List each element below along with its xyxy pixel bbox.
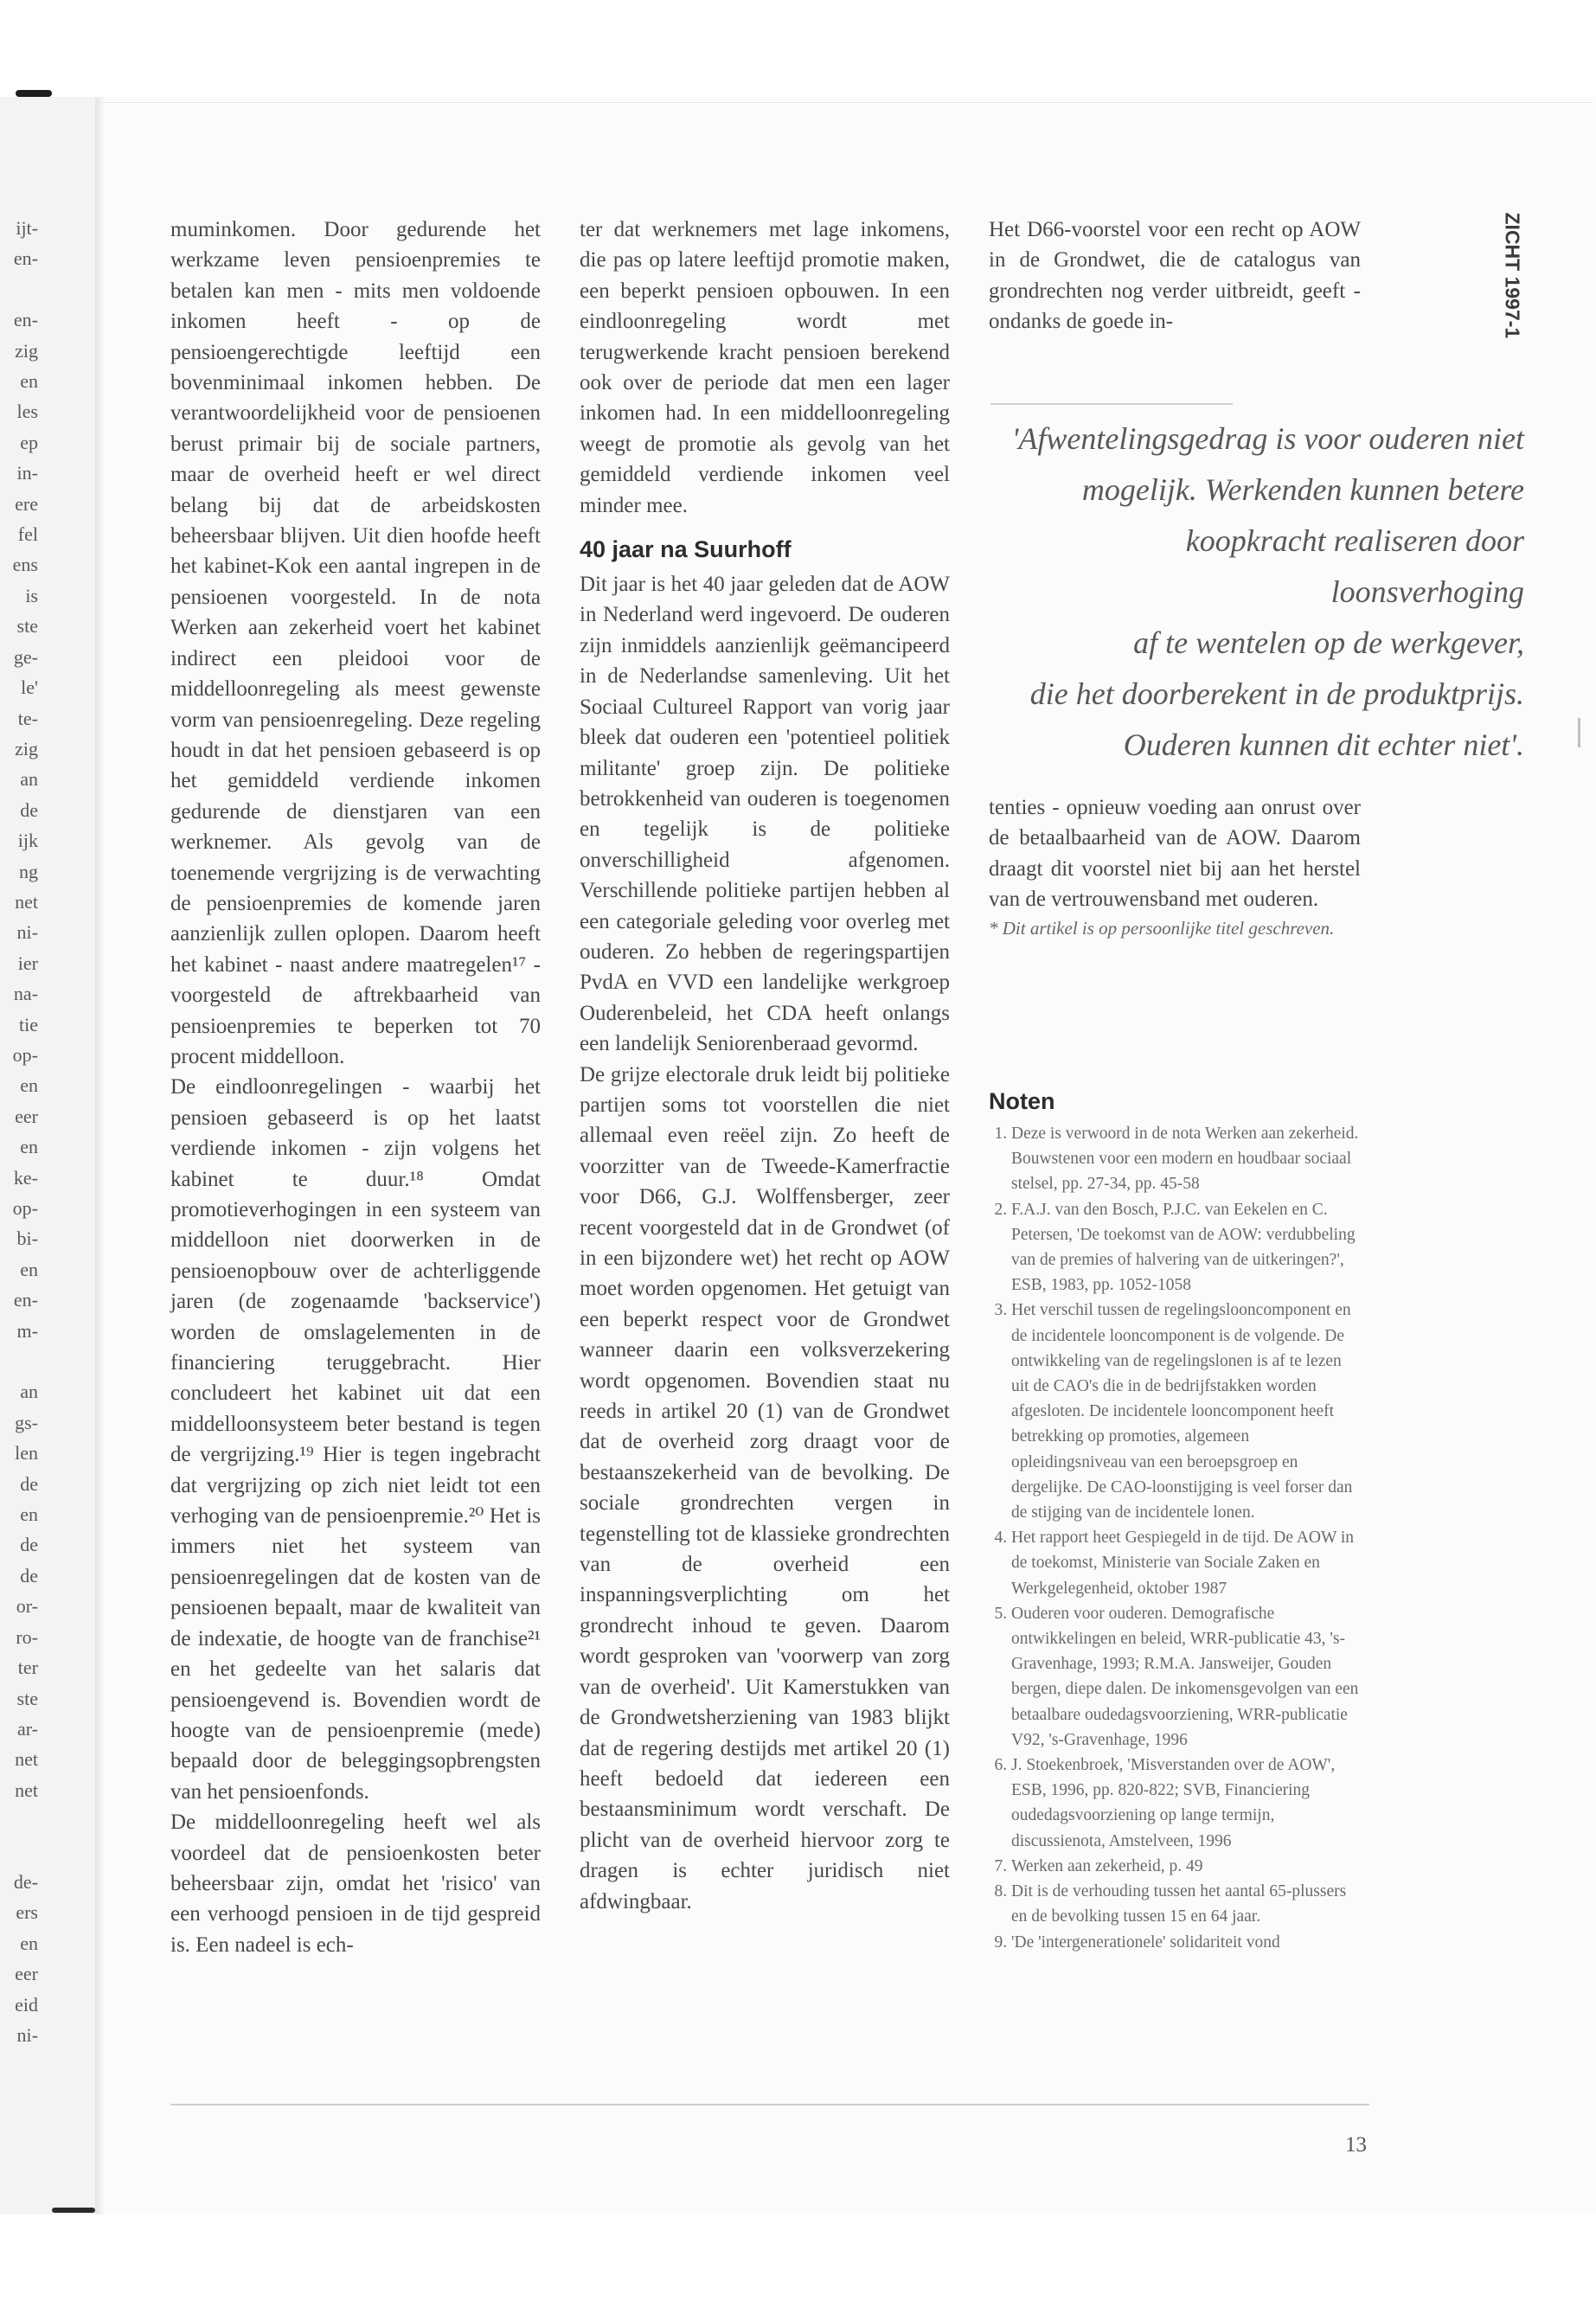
note-item: 5. Ouderen voor ouderen. Demografische ontwikkelingen en beleid, WRR-publicatie 43, 's-Gravenhage, 1993; R.M.A. Jansweijer, Gouden bergen, diepe dalen. De inkomensgevolgen van een betaalbare oudedagsvoorziening, WRR-publicatie V92, 's-Gravenhage, 1996 (1011, 1601, 1361, 1753)
scan-top-margin (0, 0, 1596, 97)
pull-quote-rule (990, 403, 1233, 405)
column2-paragraph: Dit jaar is het 40 jaar geleden dat de AOW in Nederland werd ingevoerd. De ouderen zijn inmiddels aanzienlijk geëmancipeerd in de Nederlandse samenleving. Uit het Sociaal Cultureel Rapport van vorig jaar bleek dat ouderen een 'potentieel politiek militante' groep zijn. De politieke betrokkenheid van ouderen is toegenomen en tegelijk is de politieke onverschilligheid afgenomen. Verschillende politieke partijen hebben al een categoriale geleding voor overleg met ouderen. Zo hebben de regeringspartijen PvdA en VVD een landelijke werkgroep Ouderenbeleid, het CDA heeft onlangs een landelijk Seniorenberaad gevormd. (580, 573, 950, 1056)
column1-paragraph: muminkomen. Door gedurende het werkzame leven pensioenpremies te betalen kan men - mits men voldoende inkomen heeft - op de pensioengerechtigde leeftijd een bovenminimaal inkomen hebben. De verantwoordelijkheid voor de pensioenen berust primair bij de sociale partners, maar de overheid heeft er wel direct belang bij dat de arbeidskosten beheersbaar blijven. Uit dien hoofde heeft het kabinet-Kok een aantal ingrepen in de pensioenen voorgesteld. In de nota Werken aan zekerheid voert het kabinet indirect een pleidooi voor de middelloonregeling als meest gewenste vorm van pensioenregeling. Deze regeling houdt in dat het pensioen gebaseerd is op het gemiddeld verdiende inkomen gedurende de dienstjaren van een werknemer. Als gevolg van de toenemende vergrijzing is de verwachting de pensioenpremies de komende jaren aanzienlijk zullen oplopen. Daarom heeft het kabinet - naast andere maatregelen¹⁷ - voorgesteld de aftrekbaarheid van pensioenpremies te beperken tot 70 procent middelloon. (170, 218, 541, 1068)
note-item: 4. Het rapport heet Gespiegeld in de tijd. De AOW in de toekomst, Ministerie van Sociale Zaken en Werkgelegenheid, oktober 1987 (1011, 1525, 1361, 1601)
column2-paragraph: De grijze electorale druk leidt bij politieke partijen soms tot voorstellen die niet allemaal even reëel zijn. Zo heeft de voorzitter van de Tweede-Kamerfractie voor D66, G.J. Wolffensberger, zeer recent voorgesteld dat in de Grondwet (of in een bijzondere wet) het recht op AOW moet worden opgenomen. Het getuigt van een beperkt respect voor de Grondwet wanneer daarin een volksverzekering wordt opgenomen. Bovendien staat nu reeds in artikel 20 (1) van de Grondwet dat de overheid zorg draagt voor de bestaanszekerheid van de bevolking. De sociale grondrechten vergen in tegenstelling tot de klassieke grondrechten van de overheid een inspanningsverplichting om het grondrecht inhoud te geven. Daarom wordt gesproken van 'voorwerp van zorg van de overheid'. Uit Kamerstukken van de Grondwetsherziening van 1983 blijkt dat de regering destijds met artikel 20 (1) heeft bedoeld dat iedereen een bestaansminimum wordt verschaft. De plicht van de overheid hiervoor zorg te dragen is echter juridisch niet afdwingbaar. (580, 1062, 950, 1913)
column2-paragraph: ter dat werknemers met lage inkomens, die pas op latere leeftijd promotie maken, een beperkt pensioen opbouwen. In een eindloonregeling wordt met terugwerkende kracht pensioen berekend ook over de periode dat men een lager inkomen had. In een middelloonregeling weegt de promotie als gevolg van het gemiddeld verdiende inkomen veel minder mee. (580, 218, 950, 517)
journal-side-label (1497, 213, 1522, 369)
note-item: 1. Deze is verwoord in de nota Werken aan zekerheid. Bouwstenen voor een modern en houdbaar sociaal stelsel, pp. 27-34, pp. 45-58 (1011, 1121, 1361, 1197)
scan-edge-mark-right (1578, 718, 1580, 747)
article-column-3-continued (989, 792, 1361, 942)
article-column-2 (580, 215, 950, 1917)
section-heading: 40 jaar na Suurhoff (580, 536, 792, 563)
journal-side-label-text: ZICHT 1997-1 (1501, 212, 1524, 339)
column3-top-paragraph: Het D66-voorstel voor een recht op AOW in de Grondwet, die de catalogus van grondrechten nog verder uitbreidt, geeft - ondanks de goede in- (989, 218, 1361, 334)
footer-rule (170, 2104, 1369, 2106)
page-top-edge (104, 102, 1592, 103)
notes-heading: Noten (989, 1088, 1055, 1114)
pull-quote-line: 'Afwentelingsgedrag is voor ouderen niet (1011, 421, 1524, 456)
pull-quote-line: af te wentelen op de werkgever, (1133, 625, 1524, 660)
column1-paragraph: De eindloonregelingen - waarbij het pensioen gebaseerd is op het laatst verdiende inkomen - zijn volgens het kabinet te duur.¹⁸ Omdat promotieverhogingen in een systeem van middelloon niet doorwerken in de pensioenopbouw over de achterliggende jaren (de zogenaamde 'backservice') worden de omslagelementen in de financiering teruggebracht. Hier concludeert het kabinet uit dat een middelloonsysteem beter bestand is tegen de vergrijzing.¹⁹ Hier is tegen ingebracht dat vergrijzing op zich niet leidt tot een verhoging van de pensioenpremie.²⁰ Het is immers niet het systeem van pensioenregelingen dat de kosten van de pensioenen bepaalt, maar de kwaliteit van de indexatie, de hoogte van de franchise²¹ en het gedeelte van het salaris dat pensioengevend is. Bovendien wordt de hoogte van de pensioenpremie (mede) bepaald door de beleggingsopbrengsten van het pensioenfonds. (170, 1075, 541, 1804)
column3-continued-paragraph: tenties - opnieuw voeding aan onrust over de betaalbaarheid van de AOW. Daarom draagt dit voorstel niet bij aan het herstel van de vertrouwensband met ouderen. (989, 796, 1361, 912)
previous-page-text-fragments: ijt- en- en- zig en les ep in- ere fel ens is ste ge- le' te- zig an de ijk ng net ni- ier na- tie op- en eer en ke- op- bi- en en- m- an gs- len de en de de or- ro- ter ste ar- net net de- ers en eer eid ni- (12, 217, 38, 2046)
pull-quote (986, 413, 1524, 771)
notes-list (989, 1121, 1361, 1955)
note-item: 3. Het verschil tussen de regelingslooncomponent en de incidentele looncomponent is de volgende. De ontwikkeling van de regelingslonen is af te lezen uit de CAO's die in de bedrijfstakken worden afgesloten. De incidentele looncomponent heeft betrekking op promoties, algemeen opleidingsniveau van een beroepsgroep en dergelijke. De CAO-loonstijging is veel forser dan de stijging van de incidentele lonen. (1011, 1298, 1361, 1525)
pull-quote-line: die het doorberekent in de produktprijs. (1029, 676, 1524, 711)
pull-quote-line: Ouderen kunnen dit echter niet'. (1123, 727, 1524, 762)
note-item: 6. J. Stoekenbroek, 'Misverstanden over de AOW', ESB, 1996, pp. 820-822; SVB, Financiering oudedagsvoorziening op lange termijn, discussienota, Amstelveen, 1996 (1011, 1753, 1361, 1854)
article-column-3-top (989, 215, 1361, 337)
note-item: 8. Dit is de verhouding tussen het aantal 65-plussers en de bevolking tussen 15 en 64 jaar. (1011, 1879, 1361, 1929)
scan-bottom-margin (0, 2214, 1596, 2301)
article-column-1 (170, 215, 541, 1960)
author-footnote: * Dit artikel is op persoonlijke titel geschreven. (989, 917, 1335, 939)
note-item: 7. Werken aan zekerheid, p. 49 (1011, 1854, 1361, 1879)
scan-edge-mark-bottom (52, 2208, 95, 2213)
scan-edge-mark (16, 90, 52, 97)
note-item: 9. 'De 'intergenerationele' solidariteit vond (1011, 1930, 1361, 1955)
column1-paragraph: De middelloonregeling heeft wel als voordeel dat de pensioenkosten beter beheersbaar zijn, omdat het 'risico' van een verhoogd pensioen in de tijd gespreid is. Een nadeel is ech- (170, 1811, 541, 1957)
pull-quote-line: mogelijk. Werkenden kunnen betere (1081, 472, 1524, 507)
notes-section (989, 1085, 1361, 1955)
book-binding-shadow (95, 97, 104, 2216)
page-number: 13 (1345, 2133, 1367, 2157)
pull-quote-line: koopkracht realiseren door loonsverhoging (1185, 523, 1524, 609)
note-item: 2. F.A.J. van den Bosch, P.J.C. van Eekelen en C. Petersen, 'De toekomst van de AOW: verdubbeling van de premies of halvering van de uitkeringen?', ESB, 1983, pp. 1052-1058 (1011, 1197, 1361, 1298)
